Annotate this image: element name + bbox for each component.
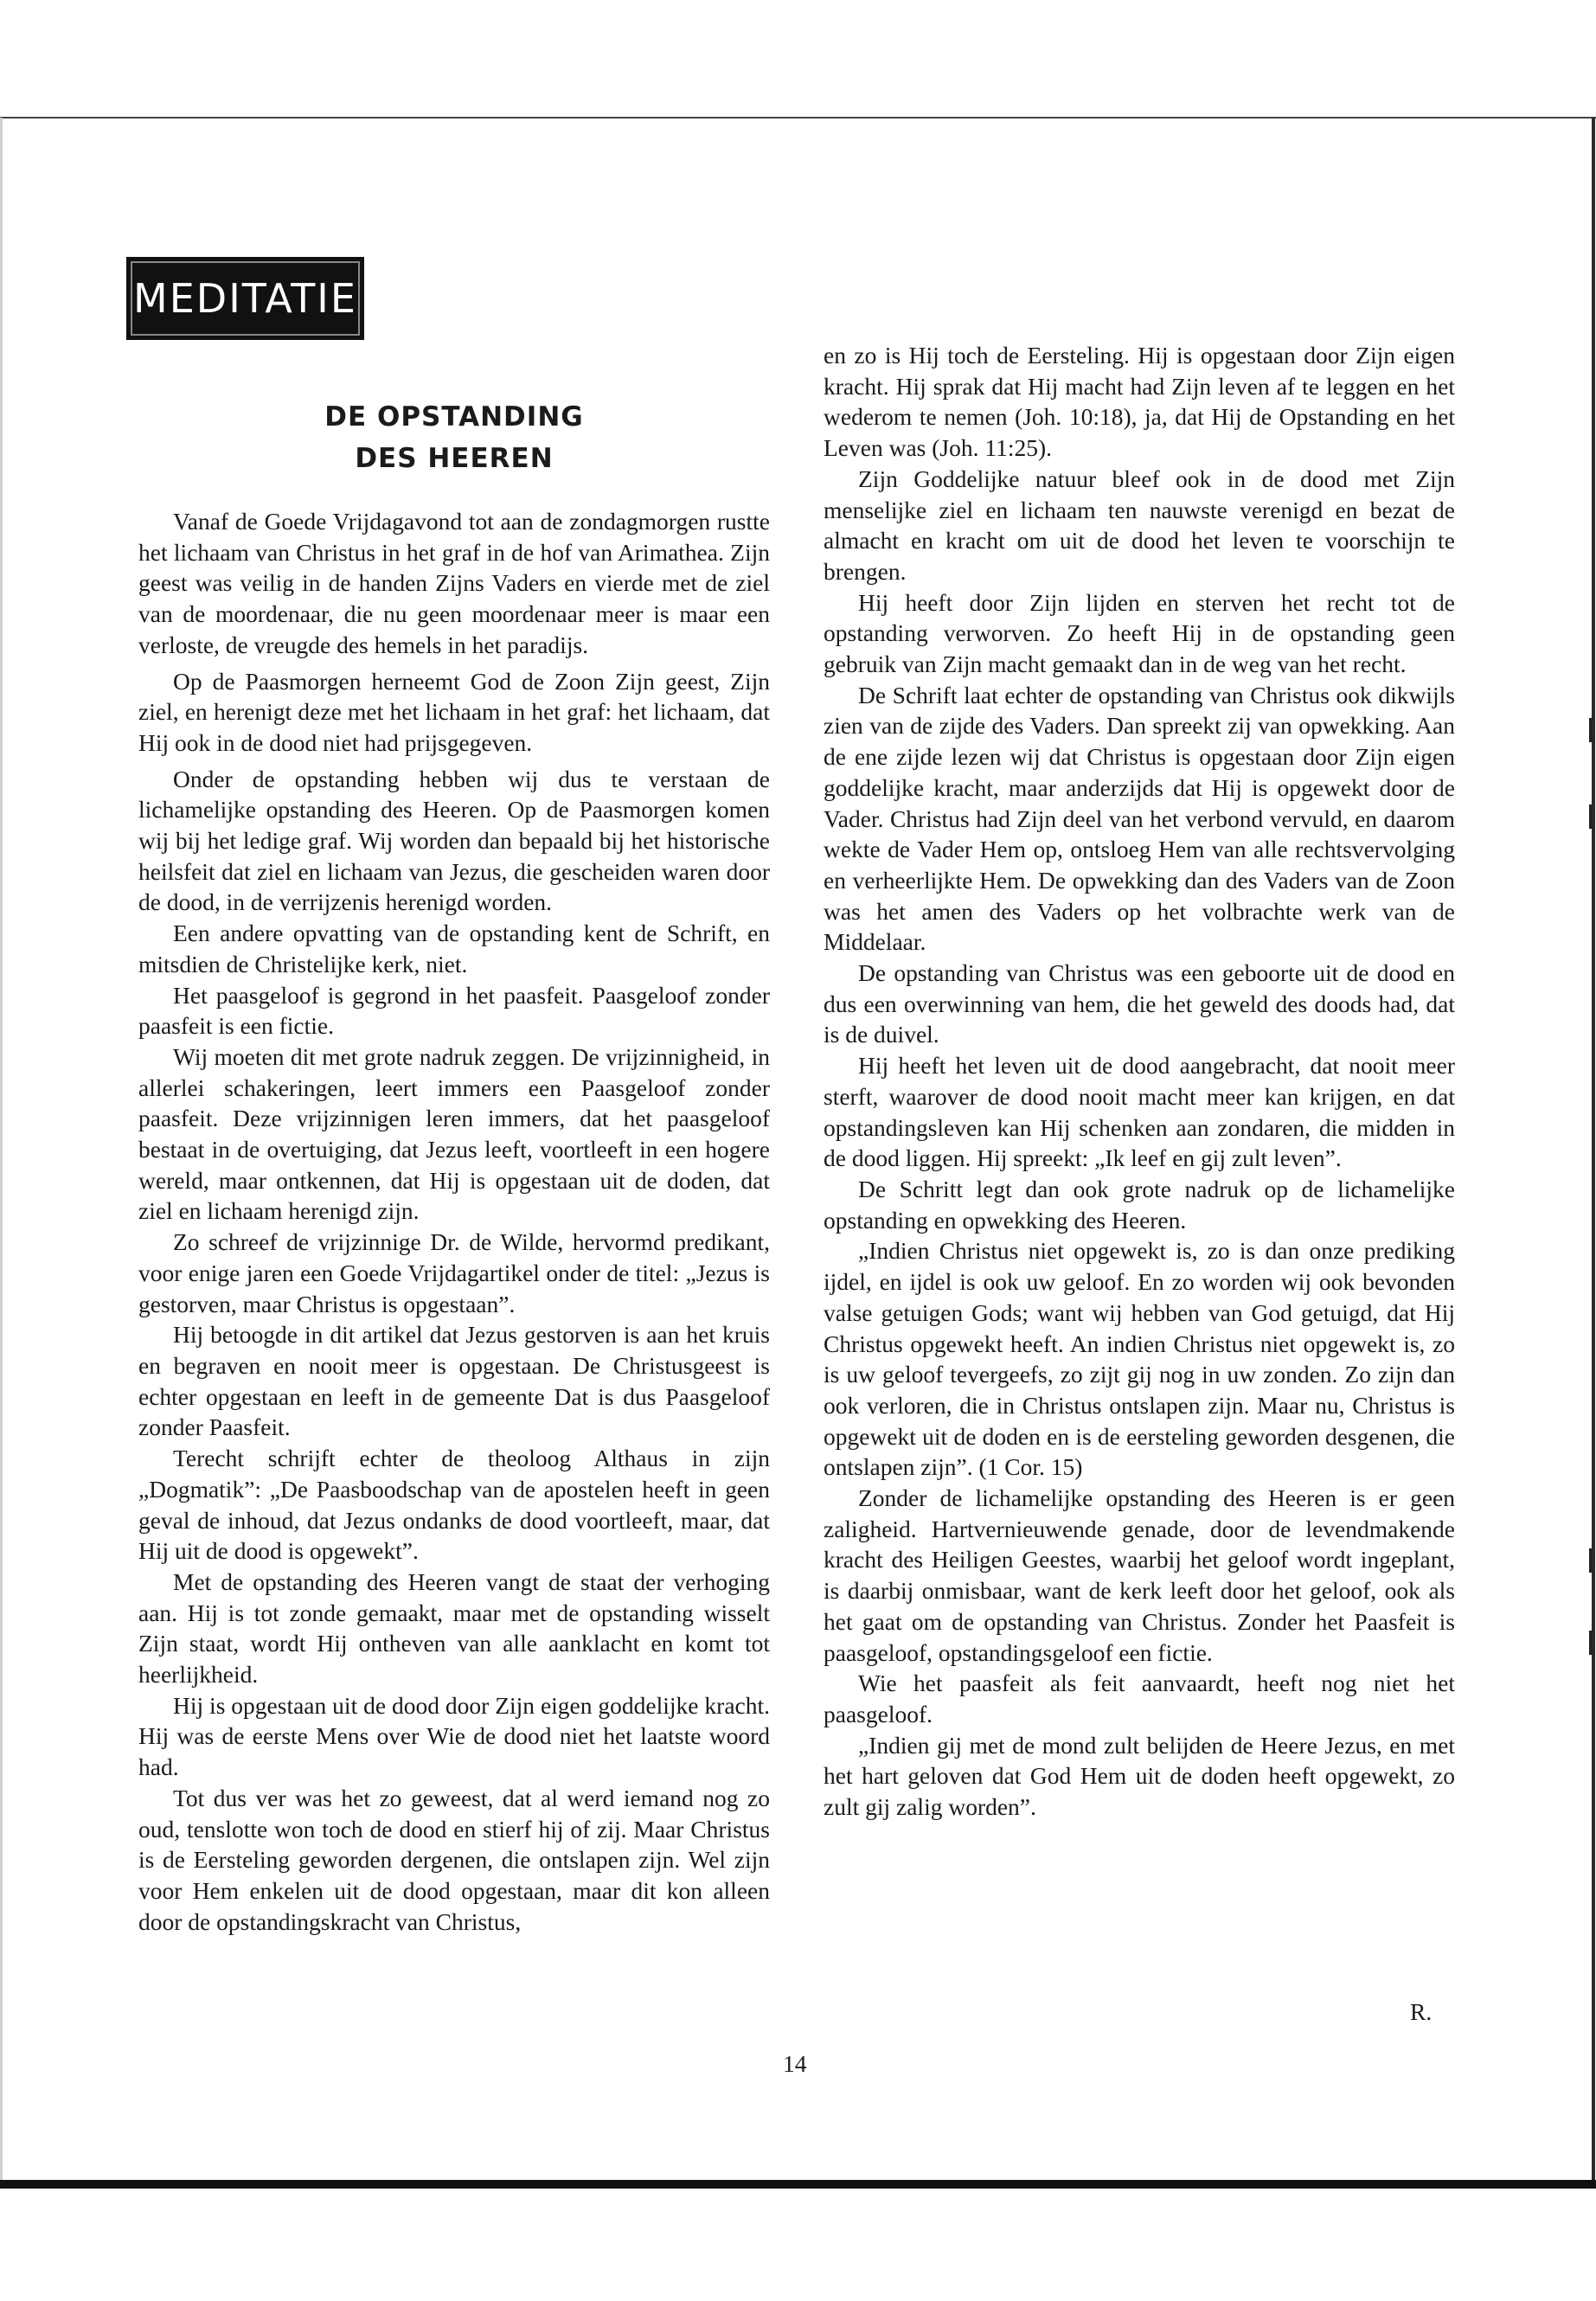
page-left-edge — [0, 118, 3, 2185]
paragraph: „Indien Christus niet opgewekt is, zo is dan onze prediking ijdel, en ijdel is ook uw geloof. En zo worden wij ook bevonden valse getuigen Gods; want wij hebben van God getuigd, dat Hij Christus opgewekt heeft. An indien Christus niet opgewekt is, zo is uw geloof tevergeefs, zo zijt gij nog in uw zonden. Zo zijn dan ook verloren, die in Christus ontslapen zijn. Maar nu, Christus is opgewekt uit de doden en is de eersteling geworden desgenen, die ontslapen zijn”. (1 Cor. 15) — [824, 1237, 1455, 1481]
paragraph: Hij betoogde in dit artikel dat Jezus gestorven is aan het kruis en begraven en nooit meer is opgestaan. De Christusgeest is echter opgestaan en leeft in de gemeente Dat is dus Paasgeloof zonder Paasfeit. — [138, 1321, 770, 1441]
author-signature: R. — [1410, 1998, 1433, 2025]
page-number: 14 — [783, 2050, 807, 2077]
binding-mark — [1589, 804, 1592, 829]
paragraph: Zo schreef de vrijzinnige Dr. de Wilde, hervormd predikant, voor enige jaren een Goede Vrijdagartikel onder de titel: „Jezus is gestorven, maar Christus is opgestaan”. — [138, 1228, 770, 1317]
page-right-edge — [1592, 118, 1595, 2185]
paragraph: Zonder de lichamelijke opstanding des Heeren is er geen zaligheid. Hartvernieuwende genade, door de levendmakende kracht des Heiligen Geestes, waarbij het geloof wordt ingeplant, is daarbij onmisbaar, want de kerk leeft door het geloof, ook als het gaat om de opstanding van Christus. Zonder het Paasfeit is paasgeloof, opstandingsgeloof een fictie. — [824, 1484, 1455, 1666]
paragraph: Hij is opgestaan uit de dood door Zijn eigen goddelijke kracht. Hij was de eerste Mens over Wie de dood niet het laatste woord had. — [138, 1691, 770, 1781]
left-column — [138, 506, 770, 1937]
page-top-edge — [0, 117, 1596, 119]
binding-mark — [1589, 1548, 1592, 1573]
paragraph: Op de Paasmorgen herneemt God de Zoon Zijn geest, Zijn ziel, en herenigt deze met het lichaam in het graf: het lichaam, dat Hij ook in de dood niet had prijsgegeven. — [138, 667, 770, 756]
binding-mark — [1589, 1631, 1592, 1655]
paragraph: De Schrift laat echter de opstanding van Christus ook dikwijls zien van de zijde des Vaders. Dan spreekt zij van opwekking. Aan de ene zijde lezen wij dat Christus is opgestaan door Zijn eigen goddelijke kracht, maar anderzijds dat Hij is opgewekt door de Vader. Christus had Zijn deel van het verbond vervuld, en daarom wekte de Vader Hem op, ontsloeg Hem van alle rechtsvervolging en verheerlijkte Hem. De opwekking dan des Vaders van de Zoon was het amen des Vaders op het volbrachte werk van de Middelaar. — [824, 681, 1455, 956]
paragraph: Hij heeft door Zijn lijden en sterven het recht tot de opstanding verworven. Zo heeft Hij in de opstanding geen gebruik van Zijn macht gemaakt dan in de weg van het recht. — [824, 588, 1455, 678]
article-title — [138, 396, 770, 479]
paragraph: Onder de opstanding hebben wij dus te verstaan de lichamelijke opstanding des Heeren. Op de Paasmorgen komen wij bij het ledige graf. Wij worden dan bepaald bij het historische heilsfeit dat ziel en lichaam van Jezus, die gescheiden waren door de dood, in de verrijzenis herenigd worden. — [138, 765, 770, 916]
right-column — [824, 340, 1455, 1823]
paragraph: De Schritt legt dan ook grote nadruk op de lichamelijke opstanding en opwekking des Heeren. — [824, 1175, 1455, 1234]
paragraph: De opstanding van Christus was een geboorte uit de dood en dus een overwinning van hem, die het geweld des doods had, dat is de duivel. — [824, 959, 1455, 1048]
paragraph: en zo is Hij toch de Eersteling. Hij is opgestaan door Zijn eigen kracht. Hij sprak dat Hij macht had Zijn leven af te leggen en het wederom te nemen (Joh. 10:18), ja, dat Hij de Opstanding en het Leven was (Joh. 11:25). — [824, 342, 1455, 462]
paragraph: Wie het paasfeit als feit aanvaardt, heeft nog niet het paasgeloof. — [824, 1670, 1455, 1727]
title-line-1: DE OPSTANDING — [324, 401, 584, 433]
page-bottom-edge — [0, 2180, 1596, 2189]
paragraph: Zijn Goddelijke natuur bleef ook in de dood met Zijn menselijke ziel en lichaam ten nauwste verenigd en bezat de almacht en kracht om uit de dood het leven te voorschijn te brengen. — [824, 465, 1455, 585]
paragraph: Het paasgeloof is gegrond in het paasfeit. Paasgeloof zonder paasfeit is een fictie. — [138, 981, 770, 1040]
title-line-2: DES HEEREN — [355, 443, 554, 474]
paragraph: Terecht schrijft echter de theoloog Althaus in zijn „Dogmatik”: „De Paasboodschap van de apostelen heeft in geen geval de inhoud, dat Jezus ondanks de dood voortleeft, maar, dat Hij uit de dood is opgewekt”. — [138, 1445, 770, 1565]
binding-mark — [1589, 718, 1592, 742]
paragraph: Een andere opvatting van de opstanding kent de Schrift, en mitsdien de Christelijke kerk, niet. — [138, 920, 770, 977]
section-label: MEDITATIE — [126, 257, 364, 340]
paragraph: Tot dus ver was het zo geweest, dat al werd iemand nog zo oud, tenslotte won toch de dood en stierf hij of zij. Maar Christus is de Eersteling geworden dergenen, die ontslapen zijn. Wel zijn voor Hem enkelen uit de dood opgestaan, maar dit kon alleen door de opstandingskracht van Christus, — [138, 1784, 770, 1935]
paragraph: Wij moeten dit met grote nadruk zeggen. De vrijzinnigheid, in allerlei schakeringen, leert immers een Paasgeloof zonder paasfeit. Deze vrijzinnigen leren immers, dat het paasgeloof bestaat in de overtuiging, dat Jezus leeft, voortleeft in een hogere wereld, maar ontkennen, dat Hij is opgestaan uit de doden, dat ziel en lichaam herenigd zijn. — [138, 1042, 770, 1225]
paragraph: Hij heeft het leven uit de dood aangebracht, dat nooit meer sterft, waarover de dood nooit macht meer kan krijgen, en dat opstandingsleven kan Hij schenken aan zondaren, die midden in de dood liggen. Hij spreekt: „Ik leef en gij zult leven”. — [824, 1052, 1455, 1172]
paragraph: Vanaf de Goede Vrijdagavond tot aan de zondagmorgen rustte het lichaam van Christus in het graf in de hof van Arimathea. Zijn geest was veilig in de handen Zijns Vaders en vierde met de ziel van de moordenaar, die nu geen moordenaar meer is maar een verloste, de vreugde des hemels in het paradijs. — [138, 508, 770, 658]
paragraph: Met de opstanding des Heeren vangt de staat der verhoging aan. Hij is tot zonde gemaakt, maar met de opstanding wisselt Zijn staat, wordt Hij ontheven van alle aanklacht en komt tot heerlijkheid. — [138, 1567, 770, 1689]
paragraph: „Indien gij met de mond zult belijden de Heere Jezus, en met het hart geloven dat God Hem uit de doden heeft opgewekt, zo zult gij zalig worden”. — [824, 1731, 1455, 1821]
